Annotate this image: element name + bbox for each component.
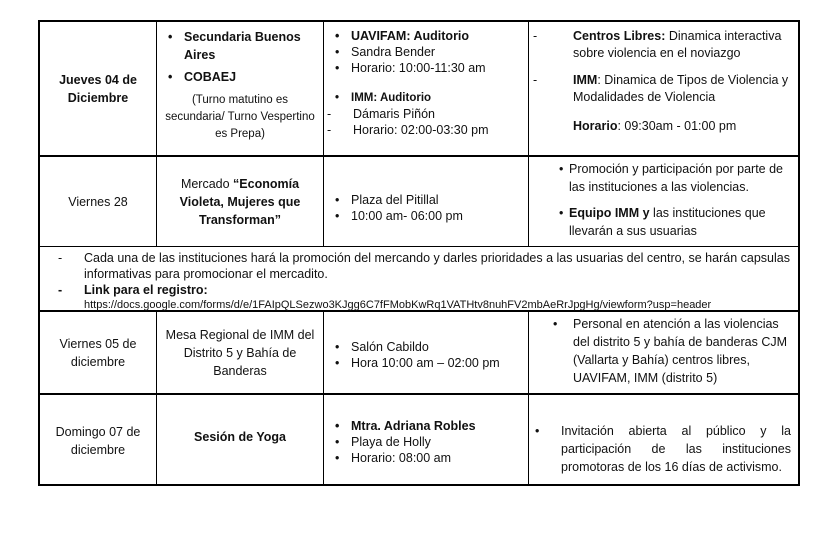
row5-venue-item: • Playa de Holly [325,434,525,450]
row1-desc-item: - Centros Libres: Dinamica interactiva sobre violencia en el noviazgo [531,28,797,62]
row1-venue-a-item: • Horario: 10:00-11:30 am [325,60,525,76]
row-divider [40,155,798,157]
row1-event-note: (Turno matutino es secundaria/ Turno Vespertino es Prepa) [165,94,315,140]
row2-desc-item: • Promoción y participación por parte de las instituciones a las violencias. [559,162,784,194]
row1-desc [531,28,797,135]
row2-venue-item: • Plaza del Pitillal [325,192,525,208]
row5-desc: • Invitación abierta al público y la participación de las instituciones promotoras de los 16 días de activismo. [535,424,791,474]
row2-venue [325,192,525,224]
row3-note [56,250,791,312]
row1-venue-a-title: • UAVIFAM: Auditorio [325,28,525,44]
row5-event: Sesión de Yoga [194,429,286,444]
row-divider [40,246,798,247]
row5-venue [325,418,525,466]
row2-venue-item: • 10:00 am- 06:00 pm [325,208,525,224]
row5-venue-item: • Horario: 08:00 am [325,450,525,466]
col-divider [323,311,324,486]
row1-venue [325,28,525,138]
row1-venue-b-item: - Dámaris Piñón [325,106,525,122]
row1-venue-a-item: • Sandra Bender [325,44,525,60]
row1-desc-hour: Horario: 09:30am - 01:00 pm [573,119,737,133]
col-divider [528,311,529,486]
bullet-icon: • [553,317,558,331]
row2-event: Mercado “Economía Violeta, Mujeres que Transforman” [179,176,301,227]
bullet-icon: • [559,162,564,176]
row-divider [40,393,798,395]
row4-desc: • Personal en atención a las violencias del distrito 5 y bahía de banderas CJM (Vallarta y Bahía) centros libres, UAVIFAM, IMM (distrito 5) [553,317,788,385]
row2-desc-item: • Equipo IMM y las instituciones que llevarán a sus usuarias [559,206,766,238]
registration-link[interactable]: https://docs.google.com/forms/d/e/1FAIpQLSezwo3KJgg6C7fFMobKwRq1VATHtv8nuhFV2mbAeRrJpgHg/viewform?usp=header [84,299,712,311]
row1-event-item: • COBAEJ [158,68,322,86]
note-text: - Cada una de las instituciones hará la promoción del mercando y darles prioridades a las usuarias del centro, se harán capsulas informativas para promocionar el mercadito. [56,250,791,282]
bullet-icon: • [559,206,564,220]
row1-event [158,28,322,143]
row5-date: Domingo 07 de diciembre [55,424,141,457]
row4-event: Mesa Regional de IMM del Distrito 5 y Bahía de Banderas [165,327,315,378]
bullet-icon: • [535,424,540,438]
row2-date: Viernes 28 [68,194,128,209]
col-divider [156,311,157,486]
row4-venue [325,339,525,371]
link-label: - Link para el registro: [56,282,791,298]
row2-desc [531,160,797,240]
row1-desc-item: - IMM: Dinamica de Tipos de Violencia y Modalidades de Violencia [531,72,797,106]
col-divider [528,22,529,247]
row5-venue-title: • Mtra. Adriana Robles [325,418,525,434]
schedule-table [38,20,800,486]
row4-date: Viernes 05 de diciembre [59,336,137,369]
row1-date: Jueves 04 de Diciembre [59,72,137,105]
row1-venue-b-item: - Horario: 02:00-03:30 pm [325,122,525,138]
row1-venue-b-title: • IMM: Auditorio [325,90,525,106]
row1-event-item: • Secundaria Buenos Aires [158,28,322,64]
col-divider [156,22,157,247]
row4-venue-item: • Hora 10:00 am – 02:00 pm [325,355,525,371]
col-divider [323,22,324,247]
row4-venue-item: • Salón Cabildo [325,339,525,355]
